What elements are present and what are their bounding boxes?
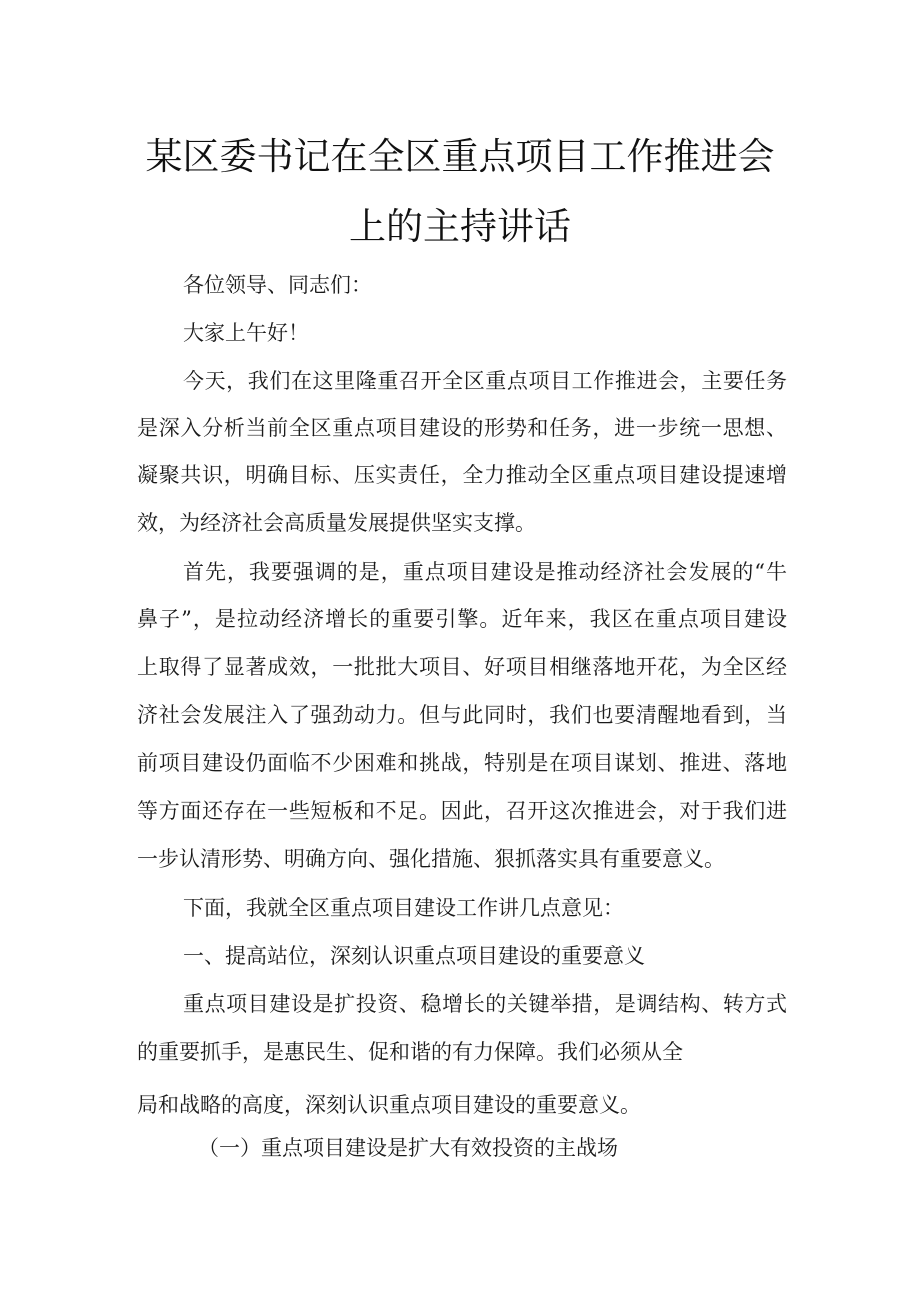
section-heading: 一、提高站位，深刻认识重点项目建设的重要意义 — [183, 944, 645, 968]
document-title-line-2: 上的主持讲话 — [349, 205, 571, 248]
paragraph-line: 上取得了显著成效，一批批大项目、好项目相继落地开花，为全区经 — [137, 655, 787, 679]
paragraph-line: 重点项目建设是扩投资、稳增长的关键举措，是调结构、转方式 — [183, 992, 787, 1016]
transition-line: 下面，我就全区重点项目建设工作讲几点意见： — [183, 896, 624, 920]
paragraph-line: 的重要抓手，是惠民生、促和谐的有力保障。我们必须从全 — [137, 1040, 683, 1064]
paragraph-line: 是深入分析当前全区重点项目建设的形势和任务，进一步统一思想、 — [137, 416, 787, 440]
subsection-heading: （一）重点项目建设是扩大有效投资的主战场 — [198, 1136, 618, 1160]
paragraph-line: 凝聚共识，明确目标、压实责任，全力推动全区重点项目建设提速增 — [137, 463, 787, 487]
document-title-line-1: 某区委书记在全区重点项目工作推进会 — [145, 135, 775, 178]
paragraph-line: 鼻子”，是拉动经济增长的重要引擎。近年来，我区在重点项目建设 — [137, 607, 787, 631]
paragraph-line: 首先，我要强调的是，重点项目建设是推动经济社会发展的“牛 — [183, 560, 787, 584]
paragraph-line: 前项目建设仍面临不少困难和挑战，特别是在项目谋划、推进、落地 — [137, 751, 787, 775]
paragraph-line: 等方面还存在一些短板和不足。因此，召开这次推进会，对于我们进 — [137, 799, 787, 823]
paragraph-line: 局和战略的高度，深刻认识重点项目建设的重要意义。 — [137, 1093, 641, 1117]
greeting: 大家上午好！ — [183, 321, 309, 345]
paragraph-line: 济社会发展注入了强劲动力。但与此同时，我们也要清醒地看到，当 — [137, 703, 787, 727]
paragraph-line: 一步认清形势、明确方向、强化措施、狠抓落实具有重要意义。 — [137, 847, 725, 871]
salutation: 各位领导、同志们： — [183, 273, 372, 297]
paragraph-line: 效，为经济社会高质量发展提供坚实支撑。 — [137, 511, 536, 535]
paragraph-line: 今天，我们在这里隆重召开全区重点项目工作推进会，主要任务 — [183, 369, 787, 393]
